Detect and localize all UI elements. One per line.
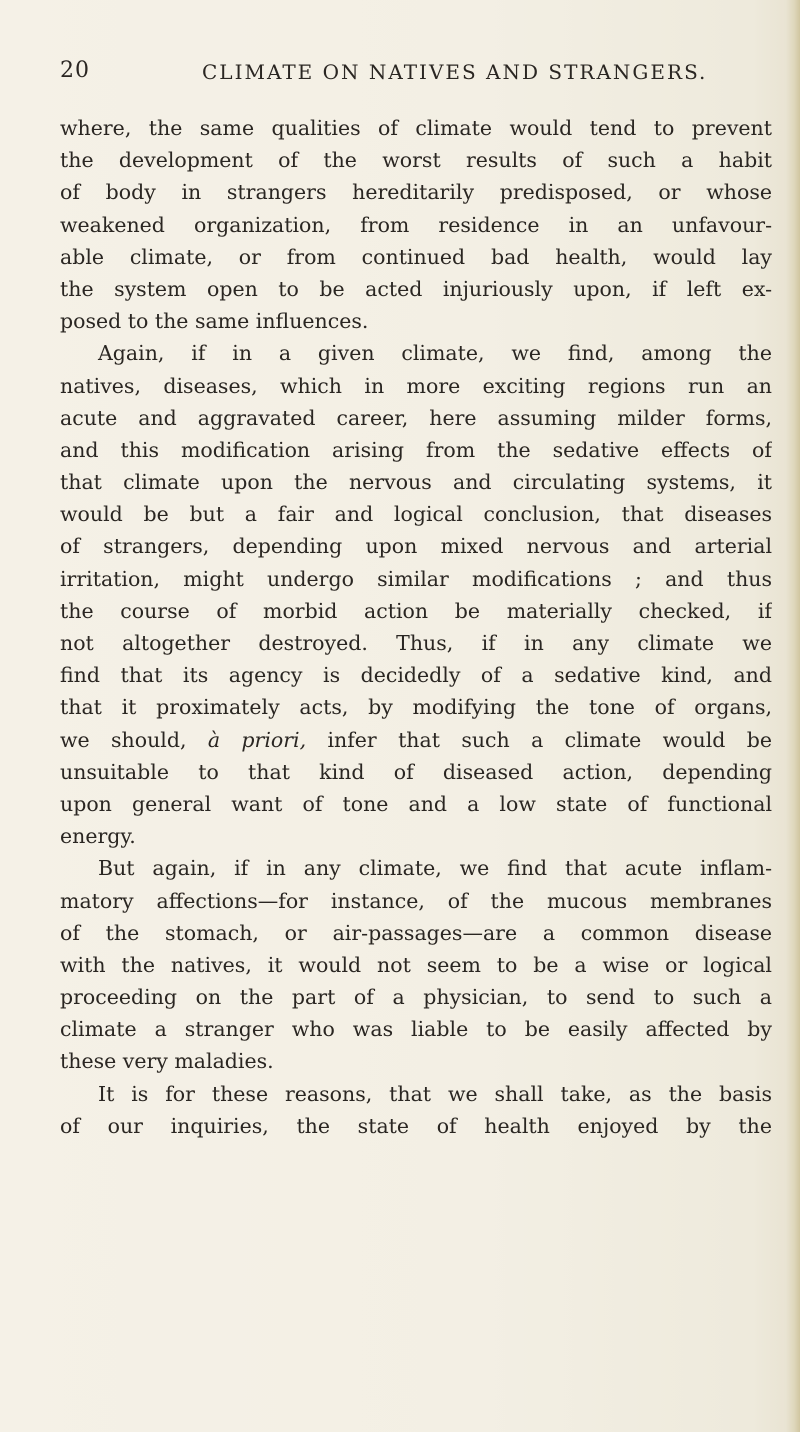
body-text	[60, 112, 772, 1142]
page-header	[60, 58, 760, 88]
text-line: posed to the same influences.	[60, 309, 369, 334]
text-line: weakened organization, from residence in an unfavour-	[60, 212, 772, 237]
text-line: and this modification arising from the sedative effects of	[60, 437, 772, 462]
italic-phrase: à priori,	[207, 727, 307, 752]
text-line: that climate upon the nervous and circulating systems, it	[60, 470, 772, 495]
text-line: with the natives, it would not seem to be a wise or logical	[60, 952, 772, 977]
text-segment: infer that such a climate would be	[327, 727, 772, 752]
running-head: CLIMATE ON NATIVES AND STRANGERS.	[202, 60, 708, 84]
page-number: 20	[60, 58, 90, 83]
paragraph-start-line: It is for these reasons, that we shall take, as the basis	[98, 1081, 772, 1106]
text-line: not altogether destroyed. Thus, if in any climate we	[60, 631, 772, 655]
text-line: natives, diseases, which in more exciting regions run an	[60, 373, 772, 398]
text-line: proceeding on the part of a physician, to send to such a	[60, 985, 772, 1010]
text-line: would be but a fair and logical conclusion, that diseases	[60, 502, 772, 527]
text-line: upon general want of tone and a low state of functional	[60, 791, 772, 816]
text-line: find that its agency is decidedly of a sedative kind, and	[60, 663, 772, 688]
text-line: energy.	[60, 824, 136, 849]
text-line: that it proximately acts, by modifying the tone of organs,	[60, 695, 772, 720]
text-line: acute and aggravated career, here assuming milder forms,	[60, 405, 772, 430]
text-line: matory affections—for instance, of the mucous membranes	[60, 888, 772, 913]
text-line: the course of morbid action be materially checked, if	[60, 598, 772, 623]
text-line: the system open to be acted injuriously upon, if left ex-	[60, 276, 772, 301]
paragraph-start-line: But again, if in any climate, we find that acute inflam-	[98, 856, 772, 881]
text-line: of body in strangers hereditarily predisposed, or whose	[60, 180, 772, 205]
text-segment: we should,	[60, 727, 187, 752]
paragraph-start-line: Again, if in a given climate, we find, among the	[98, 341, 772, 366]
page-edge-shadow	[786, 0, 800, 1432]
text-line: of strangers, depending upon mixed nervous and arterial	[60, 534, 772, 559]
text-line: able climate, or from continued bad health, would lay	[60, 244, 772, 269]
text-line: of the stomach, or air-passages—are a common disease	[60, 920, 772, 945]
text-line: unsuitable to that kind of diseased action, depending	[60, 759, 772, 784]
text-line: where, the same qualities of climate would tend to prevent	[60, 116, 772, 140]
text-line: of our inquiries, the state of health enjoyed by the	[60, 1113, 772, 1138]
text-line-with-italic	[60, 724, 772, 756]
text-line: the development of the worst results of such a habit	[60, 148, 772, 173]
text-line: climate a stranger who was liable to be easily affected by	[60, 1017, 772, 1042]
text-line: these very maladies.	[60, 1049, 274, 1074]
text-line: irritation, might undergo similar modifications ; and thus	[60, 566, 772, 591]
